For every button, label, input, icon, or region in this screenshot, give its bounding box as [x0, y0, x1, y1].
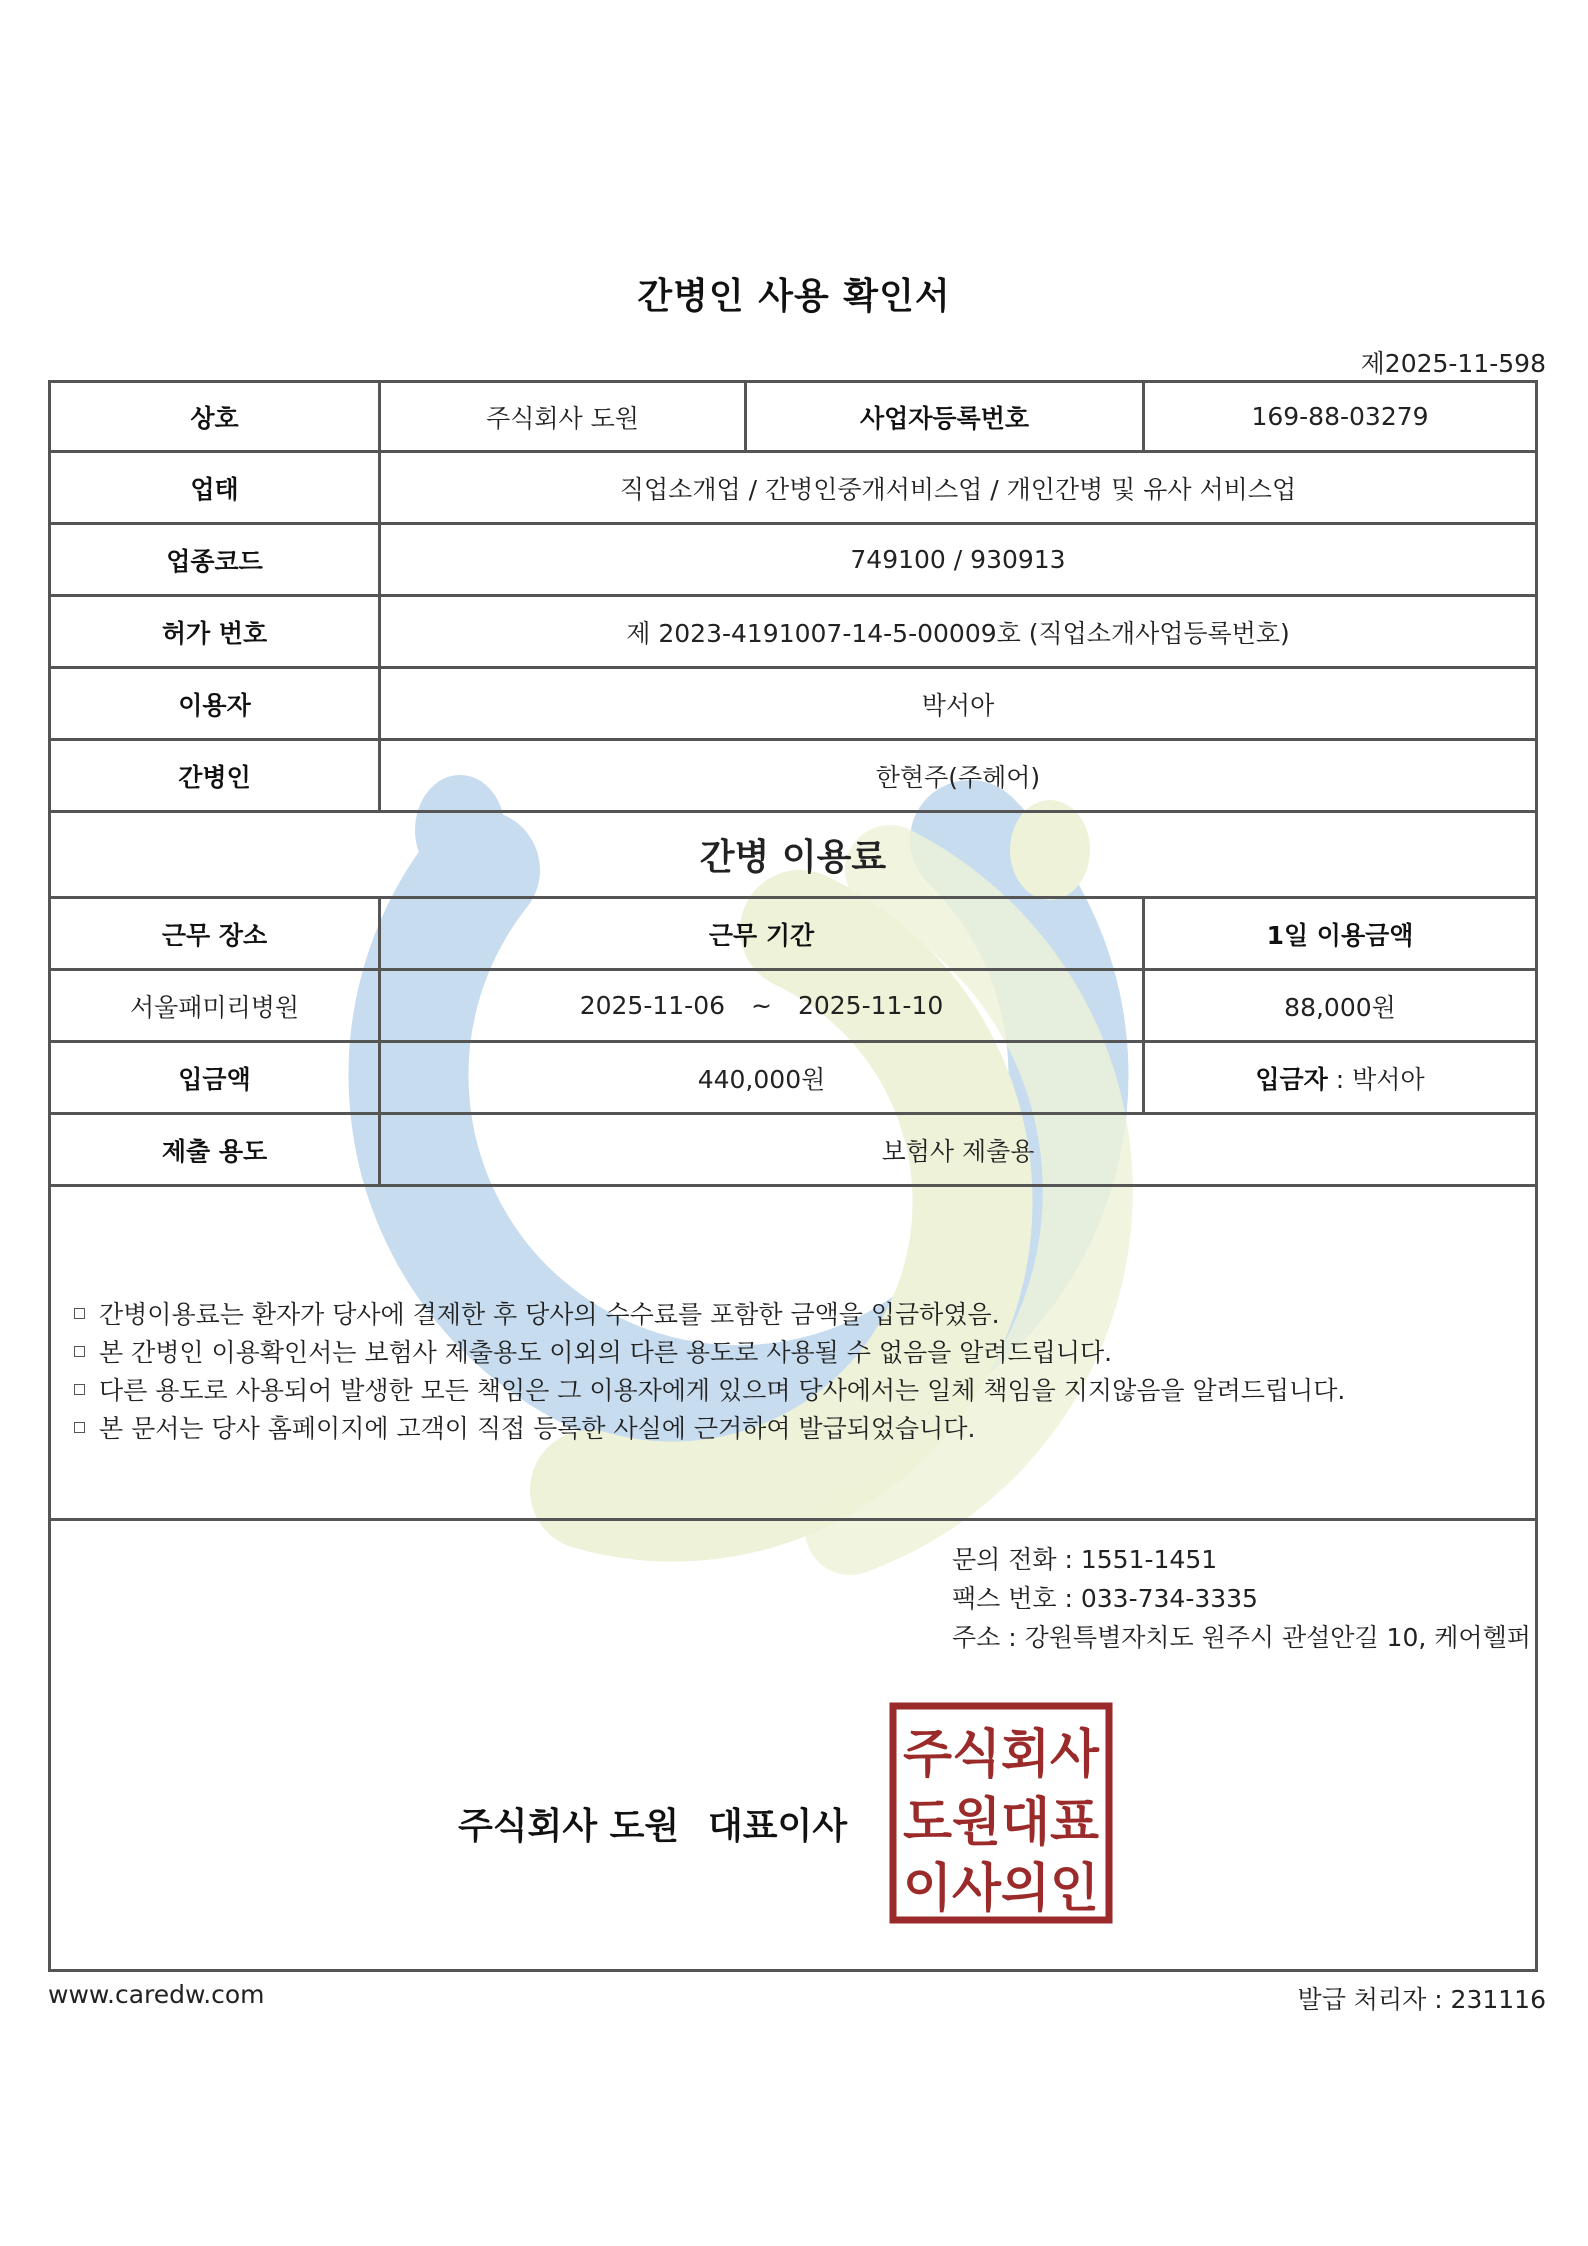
value-purpose: 보험사 제출용: [881, 1136, 1035, 1166]
note-text: 다른 용도로 사용되어 발생한 모든 책임은 그 이용자에게 있으며 당사에서는 일체 책임을 지지않음을 알려드립니다.: [99, 1376, 1346, 1405]
value-depositor: : 박서아: [1327, 1064, 1425, 1094]
note-item: [74, 1296, 1345, 1334]
note-item: [74, 1334, 1345, 1372]
row-divider: [48, 1184, 1538, 1187]
period-end: 2025-11-10: [797, 991, 944, 1020]
note-text: 본 간병인 이용확인서는 보험사 제출용도 이외의 다른 용도로 사용될 수 없음을 알려드립니다.: [99, 1338, 1113, 1367]
footer-website[interactable]: www.caredw.com: [48, 1980, 265, 2009]
value-trade-name: 주식회사 도원: [486, 403, 639, 433]
signature-representative: 대표이사: [708, 1806, 848, 1847]
square-bullet-icon: [74, 1308, 85, 1319]
value-industry-code: 749100 / 930913: [850, 545, 1066, 574]
label-biz-reg-no: 사업자등록번호: [859, 403, 1030, 433]
contact-phone: 문의 전화 : 1551-1451: [952, 1545, 1218, 1574]
note-item: [74, 1410, 1345, 1448]
value-period: [381, 971, 1142, 1040]
label-business-type: 업태: [190, 474, 239, 504]
value-caregiver: 한현주(주헤어): [875, 762, 1041, 792]
label-user: 이용자: [178, 690, 251, 720]
value-business-type: 직업소개업 / 간병인중개서비스업 / 개인간병 및 유사 서비스업: [619, 474, 1297, 504]
value-deposit: 440,000원: [697, 1064, 826, 1094]
signature-company: 주식회사 도원: [458, 1806, 680, 1847]
notes-list: [74, 1296, 1345, 1448]
label-purpose: 제출 용도: [161, 1136, 268, 1166]
note-text: 본 문서는 당사 홈페이지에 고객이 직접 등록한 사실에 근거하여 발급되었습니다.: [99, 1414, 976, 1443]
note-text: 간병이용료는 환자가 당사에 결제한 후 당사의 수수료를 포함한 금액을 입금하였음.: [99, 1300, 1000, 1329]
document-title: 간병인 사용 확인서: [637, 276, 951, 317]
company-seal-stamp: [889, 1702, 1113, 1924]
document-number: 제2025-11-598: [1360, 349, 1546, 378]
label-industry-code: 업종코드: [166, 546, 263, 576]
label-caregiver: 간병인: [178, 762, 251, 792]
value-user: 박서아: [921, 690, 995, 720]
label-depositor: 입금자: [1255, 1064, 1328, 1094]
contact-info: [952, 1540, 1531, 1657]
period-separator: ~: [751, 991, 772, 1020]
seal-line-3: 이사의인: [903, 1859, 1099, 1919]
header-daily-fee: 1일 이용금액: [1266, 920, 1414, 950]
depositor: [1145, 1043, 1535, 1112]
value-biz-reg-no: 169-88-03279: [1251, 402, 1429, 431]
label-trade-name: 상호: [190, 403, 239, 433]
value-license-no: 제 2023-4191007-14-5-00009호 (직업소개사업등록번호): [626, 618, 1290, 648]
seal-line-2: 도원대표: [903, 1793, 1099, 1853]
note-item: [74, 1372, 1345, 1410]
label-license-no: 허가 번호: [161, 618, 268, 648]
value-place: 서울패미리병원: [129, 992, 300, 1022]
period-start: 2025-11-06: [579, 991, 726, 1020]
square-bullet-icon: [74, 1346, 85, 1357]
contact-fax: 팩스 번호 : 033-734-3335: [952, 1584, 1258, 1613]
contact-address: 주소 : 강원특별자치도 원주시 관설안길 10, 케어헬퍼: [952, 1623, 1531, 1652]
square-bullet-icon: [74, 1384, 85, 1395]
header-place: 근무 장소: [161, 920, 268, 950]
header-period: 근무 기간: [708, 920, 815, 950]
label-deposit: 입금액: [178, 1064, 251, 1094]
fee-section-title: 간병 이용료: [699, 837, 887, 878]
square-bullet-icon: [74, 1422, 85, 1433]
footer-handler: 발급 처리자 : 231116: [1297, 1985, 1546, 2014]
seal-line-1: 주식회사: [903, 1725, 1100, 1785]
row-divider: [48, 1518, 1538, 1521]
value-daily-fee: 88,000원: [1284, 992, 1396, 1022]
